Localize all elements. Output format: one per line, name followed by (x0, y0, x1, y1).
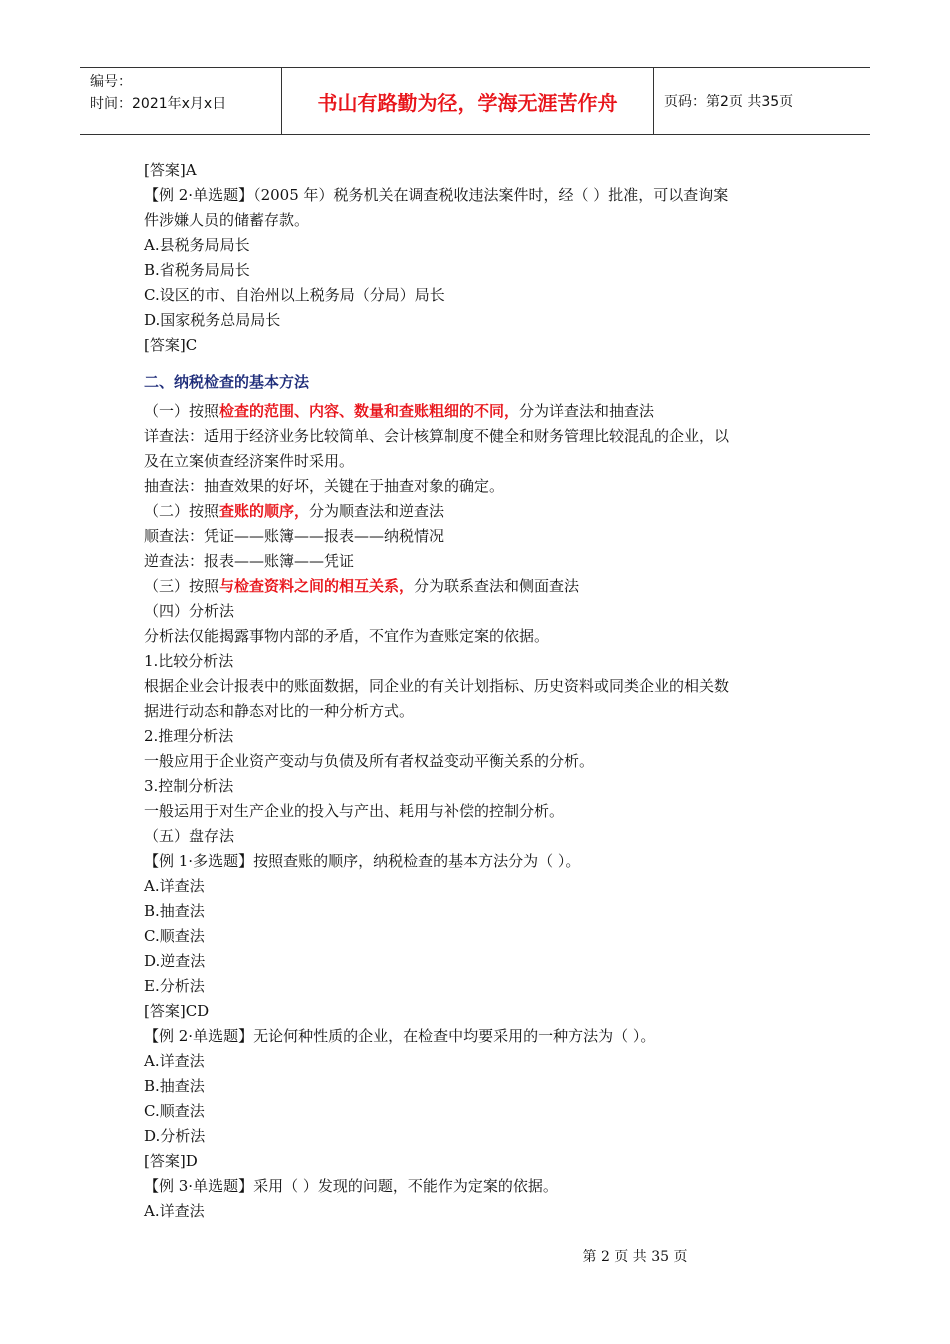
text-line: 3.控制分析法 (144, 777, 234, 795)
text-line: C.设区的市、自治州以上税务局（分局）局长 (144, 286, 445, 304)
text-line: 2.推理分析法 (144, 727, 234, 745)
method-classification-line (144, 574, 814, 599)
text-line: C.顺查法 (144, 927, 205, 945)
page-header (80, 67, 870, 135)
text-line: 顺查法：凭证——账簿——报表——纳税情况 (144, 527, 445, 545)
method-classification-line (144, 499, 814, 524)
text-line: A.详查法 (144, 877, 205, 895)
text-line: 【例 2·单选题】无论何种性质的企业，在检查中均要采用的一种方法为（ ）。 (144, 1027, 656, 1045)
text-line: 【例 2·单选题】（2005 年）税务机关在调查税收违法案件时，经（ ）批准，可以查询案 (144, 186, 729, 204)
text-line: [答案]D (144, 1152, 198, 1170)
text-line: D.国家税务总局局长 (144, 311, 281, 329)
text-line: （五）盘存法 (144, 827, 235, 845)
text-line: 【例 3·单选题】采用（ ）发现的问题，不能作为定案的依据。 (144, 1177, 558, 1195)
line-suffix: 分为联系查法和侧面查法 (414, 577, 580, 595)
doc-time-label: 时间：2021年x月x日 (90, 96, 227, 112)
doc-number-label: 编号： (90, 74, 132, 90)
section-heading: 二、纳税检查的基本方法 (144, 373, 310, 391)
text-line: [答案]CD (144, 1002, 210, 1020)
text-line: [答案]A (144, 161, 197, 179)
header-page-info: 页码：第2页 共35页 (664, 94, 794, 110)
line-prefix: （一）按照 (144, 402, 220, 420)
text-line: A.详查法 (144, 1052, 205, 1070)
text-line: 1.比较分析法 (144, 652, 234, 670)
document-body (144, 158, 814, 1224)
text-line: E.分析法 (144, 977, 205, 995)
text-line: B.省税务局局长 (144, 261, 250, 279)
text-line: （四）分析法 (144, 602, 235, 620)
method-classification-line (144, 399, 814, 424)
text-line: 件涉嫌人员的储蓄存款。 (144, 211, 310, 229)
text-line: A.县税务局局长 (144, 236, 250, 254)
header-meta-cell (80, 68, 282, 134)
footer-page-number: 第 2 页 共 35 页 (582, 1249, 688, 1265)
text-line: A.详查法 (144, 1202, 205, 1220)
text-line: 【例 1·多选题】按照查账的顺序，纳税检查的基本方法分为（ ）。 (144, 852, 581, 870)
header-page-cell (654, 68, 870, 134)
line-prefix: （三）按照 (144, 577, 220, 595)
highlighted-criterion: 与检查资料之间的相互关系， (219, 577, 415, 595)
text-line: 根据企业会计报表中的账面数据，同企业的有关计划指标、历史资料或同类企业的相关数 (144, 677, 730, 695)
line-prefix: （二）按照 (144, 502, 220, 520)
text-line: 及在立案侦查经济案件时采用。 (144, 452, 355, 470)
header-motto-cell (282, 68, 654, 134)
text-line: [答案]C (144, 336, 198, 354)
highlighted-criterion: 查账的顺序， (219, 502, 310, 520)
text-line: B.抽查法 (144, 902, 205, 920)
text-line: 一般应用于企业资产变动与负债及所有者权益变动平衡关系的分析。 (144, 752, 595, 770)
text-line: C.顺查法 (144, 1102, 205, 1120)
text-line: B.抽查法 (144, 1077, 205, 1095)
text-line: D.逆查法 (144, 952, 206, 970)
text-line: D.分析法 (144, 1127, 206, 1145)
text-line: 抽查法：抽查效果的好坏，关键在于抽查对象的确定。 (144, 477, 505, 495)
text-line: 一般运用于对生产企业的投入与产出、耗用与补偿的控制分析。 (144, 802, 565, 820)
line-suffix: 分为详查法和抽查法 (519, 402, 655, 420)
header-motto: 书山有路勤为径，学海无涯苦作舟 (317, 90, 618, 115)
text-line: 分析法仅能揭露事物内部的矛盾，不宜作为查账定案的依据。 (144, 627, 550, 645)
page-footer (160, 1246, 950, 1266)
text-line: 详查法：适用于经济业务比较简单、会计核算制度不健全和财务管理比较混乱的企业，以 (144, 427, 730, 445)
line-suffix: 分为顺查法和逆查法 (309, 502, 445, 520)
text-line: 逆查法：报表——账簿——凭证 (144, 552, 355, 570)
text-line: 据进行动态和静态对比的一种分析方式。 (144, 702, 415, 720)
highlighted-criterion: 检查的范围、内容、数量和查账粗细的不同， (219, 402, 520, 420)
